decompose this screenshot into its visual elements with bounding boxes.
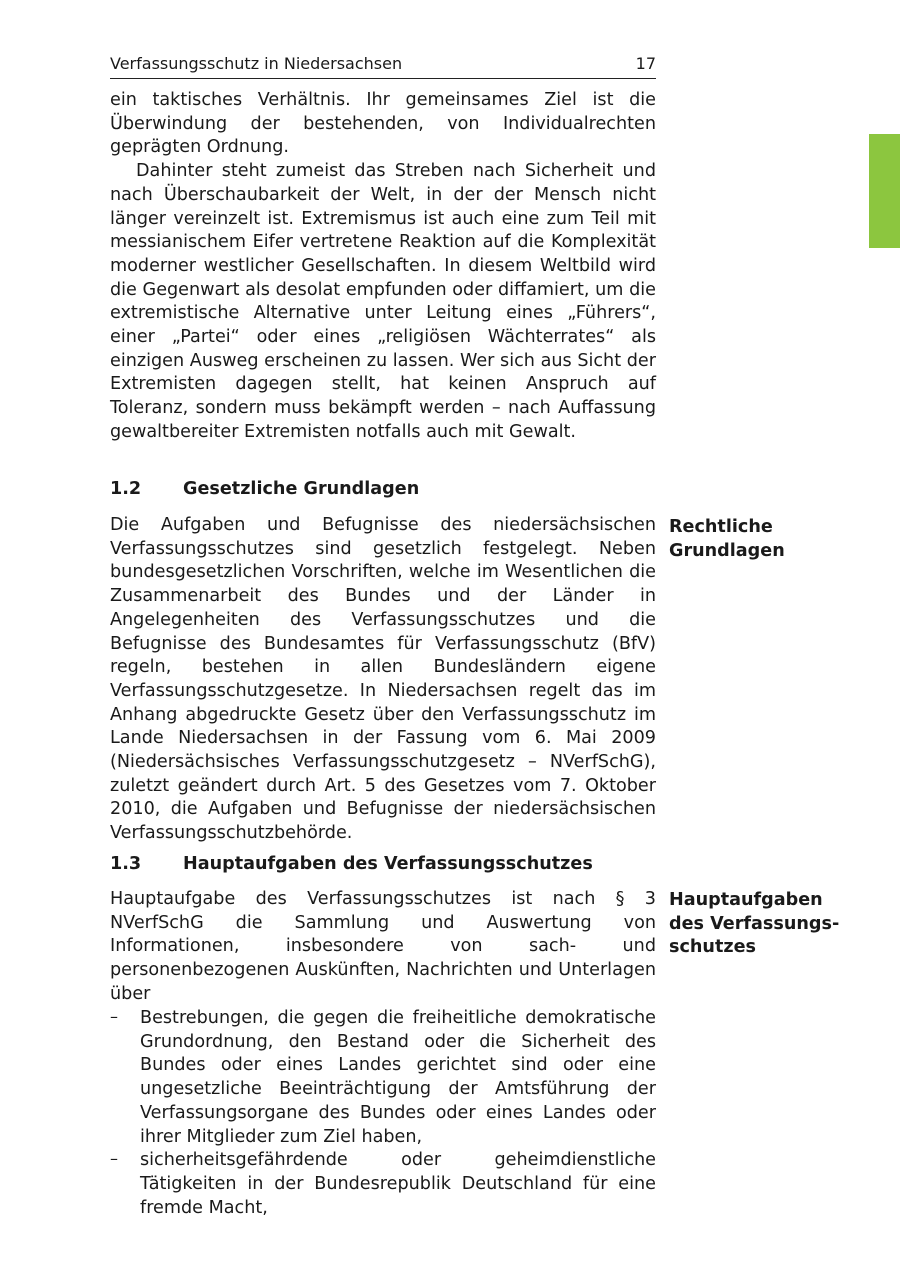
section-number: 1.3 [110,854,142,874]
list-item-text: sicherheitsgefährdende oder geheimdienstliche Tätigkeiten in der Bundesrepublik Deutschland für eine fremde Macht, [140,1150,656,1218]
intro-text [110,89,656,445]
running-header [110,54,656,79]
section-title: Gesetzliche Grundlagen [183,479,420,499]
running-header-title: Verfassungsschutz in Niedersachsen [110,54,403,73]
margin-note-rechtliche-grundlagen [669,516,849,563]
list-item-text: Bestrebungen, die gegen die freiheitliche demokratische Grundordnung, den Bestand oder die Sicherheit des Bundes oder eines Landes gerichtet sind oder eine ungesetzliche Beeinträchtigung der Amtsführung der Verfassungsorgane des Bundes oder eines Landes oder ihrer Mitglieder zum Ziel haben, [140,1008,656,1147]
page-number: 17 [635,54,656,73]
margin-note-line: Hauptaufgaben [669,890,823,910]
list-item [110,1149,656,1220]
section-1-2-text [110,514,656,846]
chapter-tab-marker [869,134,900,248]
margin-note-line: des Verfassungs- [669,913,840,934]
margin-note-line: schutzes [669,937,757,958]
margin-note-hauptaufgaben [669,889,849,960]
paragraph: Dahinter steht zumeist das Streben nach Sicherheit und nach Überschaubarkeit der Welt, in der der Mensch nicht länger vereinzelt ist. Extremismus ist auch eine zum Teil mit messianischem Eifer vertretene Reaktion auf die Komplexität moderner westlicher Gesellschaften. In diesem Weltbild wird die Gegenwart als desolat empfunden oder diffamiert, um die extremistische Alternative unter Leitung eines „Führers“, einer „Partei“ oder eines „religiösen Wächterrates“ als einzigen Ausweg erscheinen zu lassen. Wer sich aus Sicht der Extremisten dagegen stellt, hat keinen Anspruch auf Toleranz, sondern muss bekämpft werden – nach Auffassung gewaltbereiter Extremisten notfalls auch mit Gewalt. [110,161,656,442]
paragraph: ein taktisches Verhältnis. Ihr gemeinsames Ziel ist die Überwindung der bestehenden, von Individualrechten geprägten Ordnung. [110,90,656,158]
list-dash: – [110,1149,118,1169]
section-title: Hauptaufgaben des Verfassungsschutzes [183,854,593,874]
paragraph: Die Aufgaben und Befugnisse des niedersächsischen Verfassungsschutzes sind gesetzlich festgelegt. Neben bundesgesetzlichen Vorschriften, welche im Wesentlichen die Zusammenarbeit des Bundes und der Länder in Angelegenheiten des Verfassungsschutzes und die Befugnisse des Bundesamtes für Verfassungsschutz (BfV) regeln, bestehen in allen Bundesländern eigene Verfassungsschutzgesetze. In Niedersachsen regelt das im Anhang abgedruckte Gesetz über den Verfassungsschutz im Lande Niedersachsen in der Fassung vom 6. Mai 2009 (Niedersächsisches Verfassungsschutzgesetz – NVerfSchG), zuletzt geändert durch Art. 5 des Gesetzes vom 7. Oktober 2010, die Aufgaben und Befugnisse der niedersächsischen Verfassungsschutzbehörde. [110,515,656,844]
section-number: 1.2 [110,479,142,499]
list-dash: – [110,1007,118,1026]
task-list [110,1007,656,1220]
margin-note-line: Grundlagen [669,540,785,561]
margin-note-line: Rechtliche [669,517,773,537]
paragraph: Hauptaufgabe des Verfassungsschutzes ist nach § 3 NVerfSchG die Sammlung und Auswertung von Informationen, insbesondere von sach- und personenbezogenen Auskünften, Nachrichten und Unterlagen über [110,889,656,1004]
section-1-3-text [110,888,656,1007]
list-item [110,1007,656,1149]
